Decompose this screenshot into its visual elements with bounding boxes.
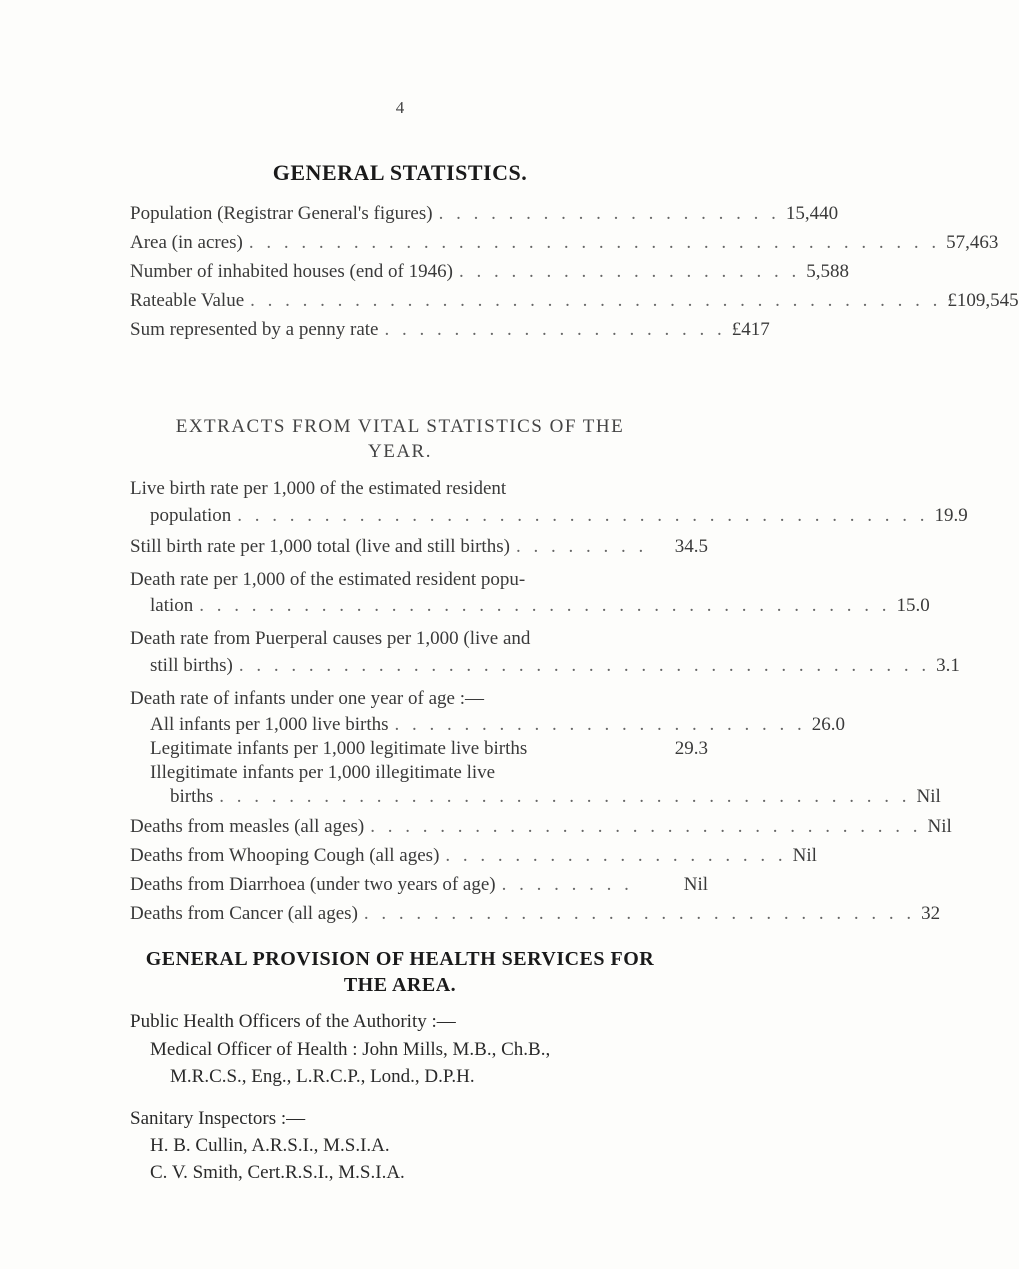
leader-dots: . . . . . . . . . . . . . . . . . . . . <box>438 203 780 224</box>
stat-label: Area (in acres) <box>130 232 243 253</box>
stat-row-puerperal <box>150 655 960 677</box>
stat-label: Population (Registrar General's figures) <box>130 203 433 224</box>
vital-statistics-title-line2: YEAR. <box>368 441 432 462</box>
stat-label: All infants per 1,000 live births <box>150 714 389 735</box>
stat-row-population <box>130 203 839 225</box>
stat-value: 15,440 <box>785 203 839 224</box>
stat-label: population <box>150 505 232 526</box>
stat-label: Sum represented by a penny rate <box>130 319 379 340</box>
health-services-title <box>0 946 800 998</box>
stat-label: Rateable Value <box>130 290 245 311</box>
inspectors-heading: Sanitary Inspectors :— <box>130 1108 306 1129</box>
general-statistics-title: GENERAL STATISTICS. <box>272 160 528 185</box>
infants-heading: Death rate of infants under one year of age :— <box>130 688 484 709</box>
stat-value: Nil <box>683 874 708 895</box>
stat-row-still-birth <box>130 536 708 558</box>
stat-value: 29.3 <box>674 738 708 759</box>
stat-label: Deaths from measles (all ages) <box>130 816 365 837</box>
stat-row-legitimate <box>150 738 708 760</box>
stat-label: Deaths from Diarrhoea (under two years of age) <box>130 874 496 895</box>
leader-dots: . . . . . . . . . . . . . . . . . . . . <box>445 845 787 866</box>
stat-label: still births) <box>150 655 233 676</box>
health-services-title-line1: GENERAL PROVISION OF HEALTH SERVICES FOR <box>145 948 655 970</box>
stat-value: 57,463 <box>946 232 999 253</box>
vital-statistics-title-line1: EXTRACTS FROM VITAL STATISTICS OF THE <box>175 416 625 437</box>
vital-statistics-title <box>0 414 800 464</box>
leader-dots: . . . . . . . . . . . . . . . . . . . . . . . . . . . . . . . . . . . . . . . . <box>237 505 929 526</box>
stat-row-houses <box>130 261 849 283</box>
leader-dots: . . . . . . . . . . . . . . . . . . . . . . . . . . . . . . . . . . . . . . . . <box>219 786 911 807</box>
inspector-2: C. V. Smith, Cert.R.S.I., M.S.I.A. <box>150 1162 405 1183</box>
stat-row-diarrhoea <box>130 874 708 896</box>
inspector-1: H. B. Cullin, A.R.S.I., M.S.I.A. <box>150 1135 390 1156</box>
leader-dots: . . . . . . . . . . . . . . . . . . . . . . . . . . . . . . . . . . . . . . . . <box>199 595 891 616</box>
leader-dots: . . . . . . . . . . . . . . . . . . . . <box>458 261 801 282</box>
stat-label: Legitimate infants per 1,000 legitimate live births <box>150 738 528 759</box>
stat-row-illegitimate <box>170 786 941 808</box>
stat-value: 34.5 <box>674 536 708 557</box>
stat-value: 32 <box>921 903 941 924</box>
stat-row-rateable-value <box>130 290 1019 312</box>
illegitimate-label-line1: Illegitimate infants per 1,000 illegitimate live <box>150 762 496 783</box>
stat-row-measles <box>130 816 952 838</box>
stat-value: Nil <box>927 816 952 837</box>
stat-label: Deaths from Cancer (all ages) <box>130 903 358 924</box>
stat-row-whooping-cough <box>130 845 817 867</box>
leader-dots: . . . . . . . . . . . . . . . . . . . . . . . . . . . . . . . . . . . . . . . . <box>238 655 931 676</box>
leader-dots: . . . . . . . . . . . . . . . . . . . . . . . . . . . . . . . . . . . . . . . . <box>248 232 941 253</box>
stat-row-cancer <box>130 903 941 925</box>
health-services-title-line2: THE AREA. <box>343 974 457 996</box>
stat-value: 19.9 <box>934 505 968 526</box>
stat-row-all-infants <box>150 714 846 736</box>
stat-label: Number of inhabited houses (end of 1946) <box>130 261 453 282</box>
stat-value: Nil <box>792 845 817 866</box>
stat-value: 3.1 <box>936 655 960 676</box>
live-birth-label-line1: Live birth rate per 1,000 of the estimated resident <box>130 478 507 499</box>
puerperal-label-line1: Death rate from Puerperal causes per 1,000 (live and <box>130 628 531 649</box>
officers-heading: Public Health Officers of the Authority :— <box>130 1011 456 1032</box>
stat-value: Nil <box>916 786 941 807</box>
stat-row-penny-rate <box>130 319 770 341</box>
stat-row-live-birth <box>150 505 968 527</box>
moh-line2: M.R.C.S., Eng., L.R.C.P., Lond., D.P.H. <box>170 1066 475 1087</box>
page-number: 4 <box>395 98 405 117</box>
stat-value: 5,588 <box>806 261 849 282</box>
stat-value: £109,545 <box>947 290 1019 311</box>
leader-dots: . . . . . . . . <box>515 536 648 557</box>
stat-row-area <box>130 232 999 254</box>
leader-dots: . . . . . . . . . . . . . . . . . . . . <box>384 319 726 340</box>
stat-label: births <box>170 786 214 807</box>
stat-label: Still birth rate per 1,000 total (live and still births) <box>130 536 510 557</box>
leader-dots: . . . . . . . . . . . . . . . . . . . . . . . . . . . . . . . . <box>363 903 916 924</box>
stat-label: lation <box>150 595 194 616</box>
stat-value: 15.0 <box>896 595 930 616</box>
leader-dots: . . . . . . . . . . . . . . . . . . . . . . . . . . . . . . . . <box>370 816 922 837</box>
stat-value: 26.0 <box>811 714 846 735</box>
moh-line1: Medical Officer of Health : John Mills, M.B., Ch.B., <box>150 1039 551 1060</box>
stat-label: Deaths from Whooping Cough (all ages) <box>130 845 440 866</box>
leader-dots: . . . . . . . . . . . . . . . . . . . . . . . . <box>394 714 806 735</box>
leader-dots: . . . . . . . . . . . . . . . . . . . . . . . . . . . . . . . . . . . . . . . . <box>250 290 942 311</box>
death-rate-label-line1: Death rate per 1,000 of the estimated resident popu- <box>130 569 526 590</box>
stat-row-death-rate <box>150 595 930 617</box>
stat-value: £417 <box>731 319 770 340</box>
leader-dots: . . . . . . . . <box>501 874 633 895</box>
